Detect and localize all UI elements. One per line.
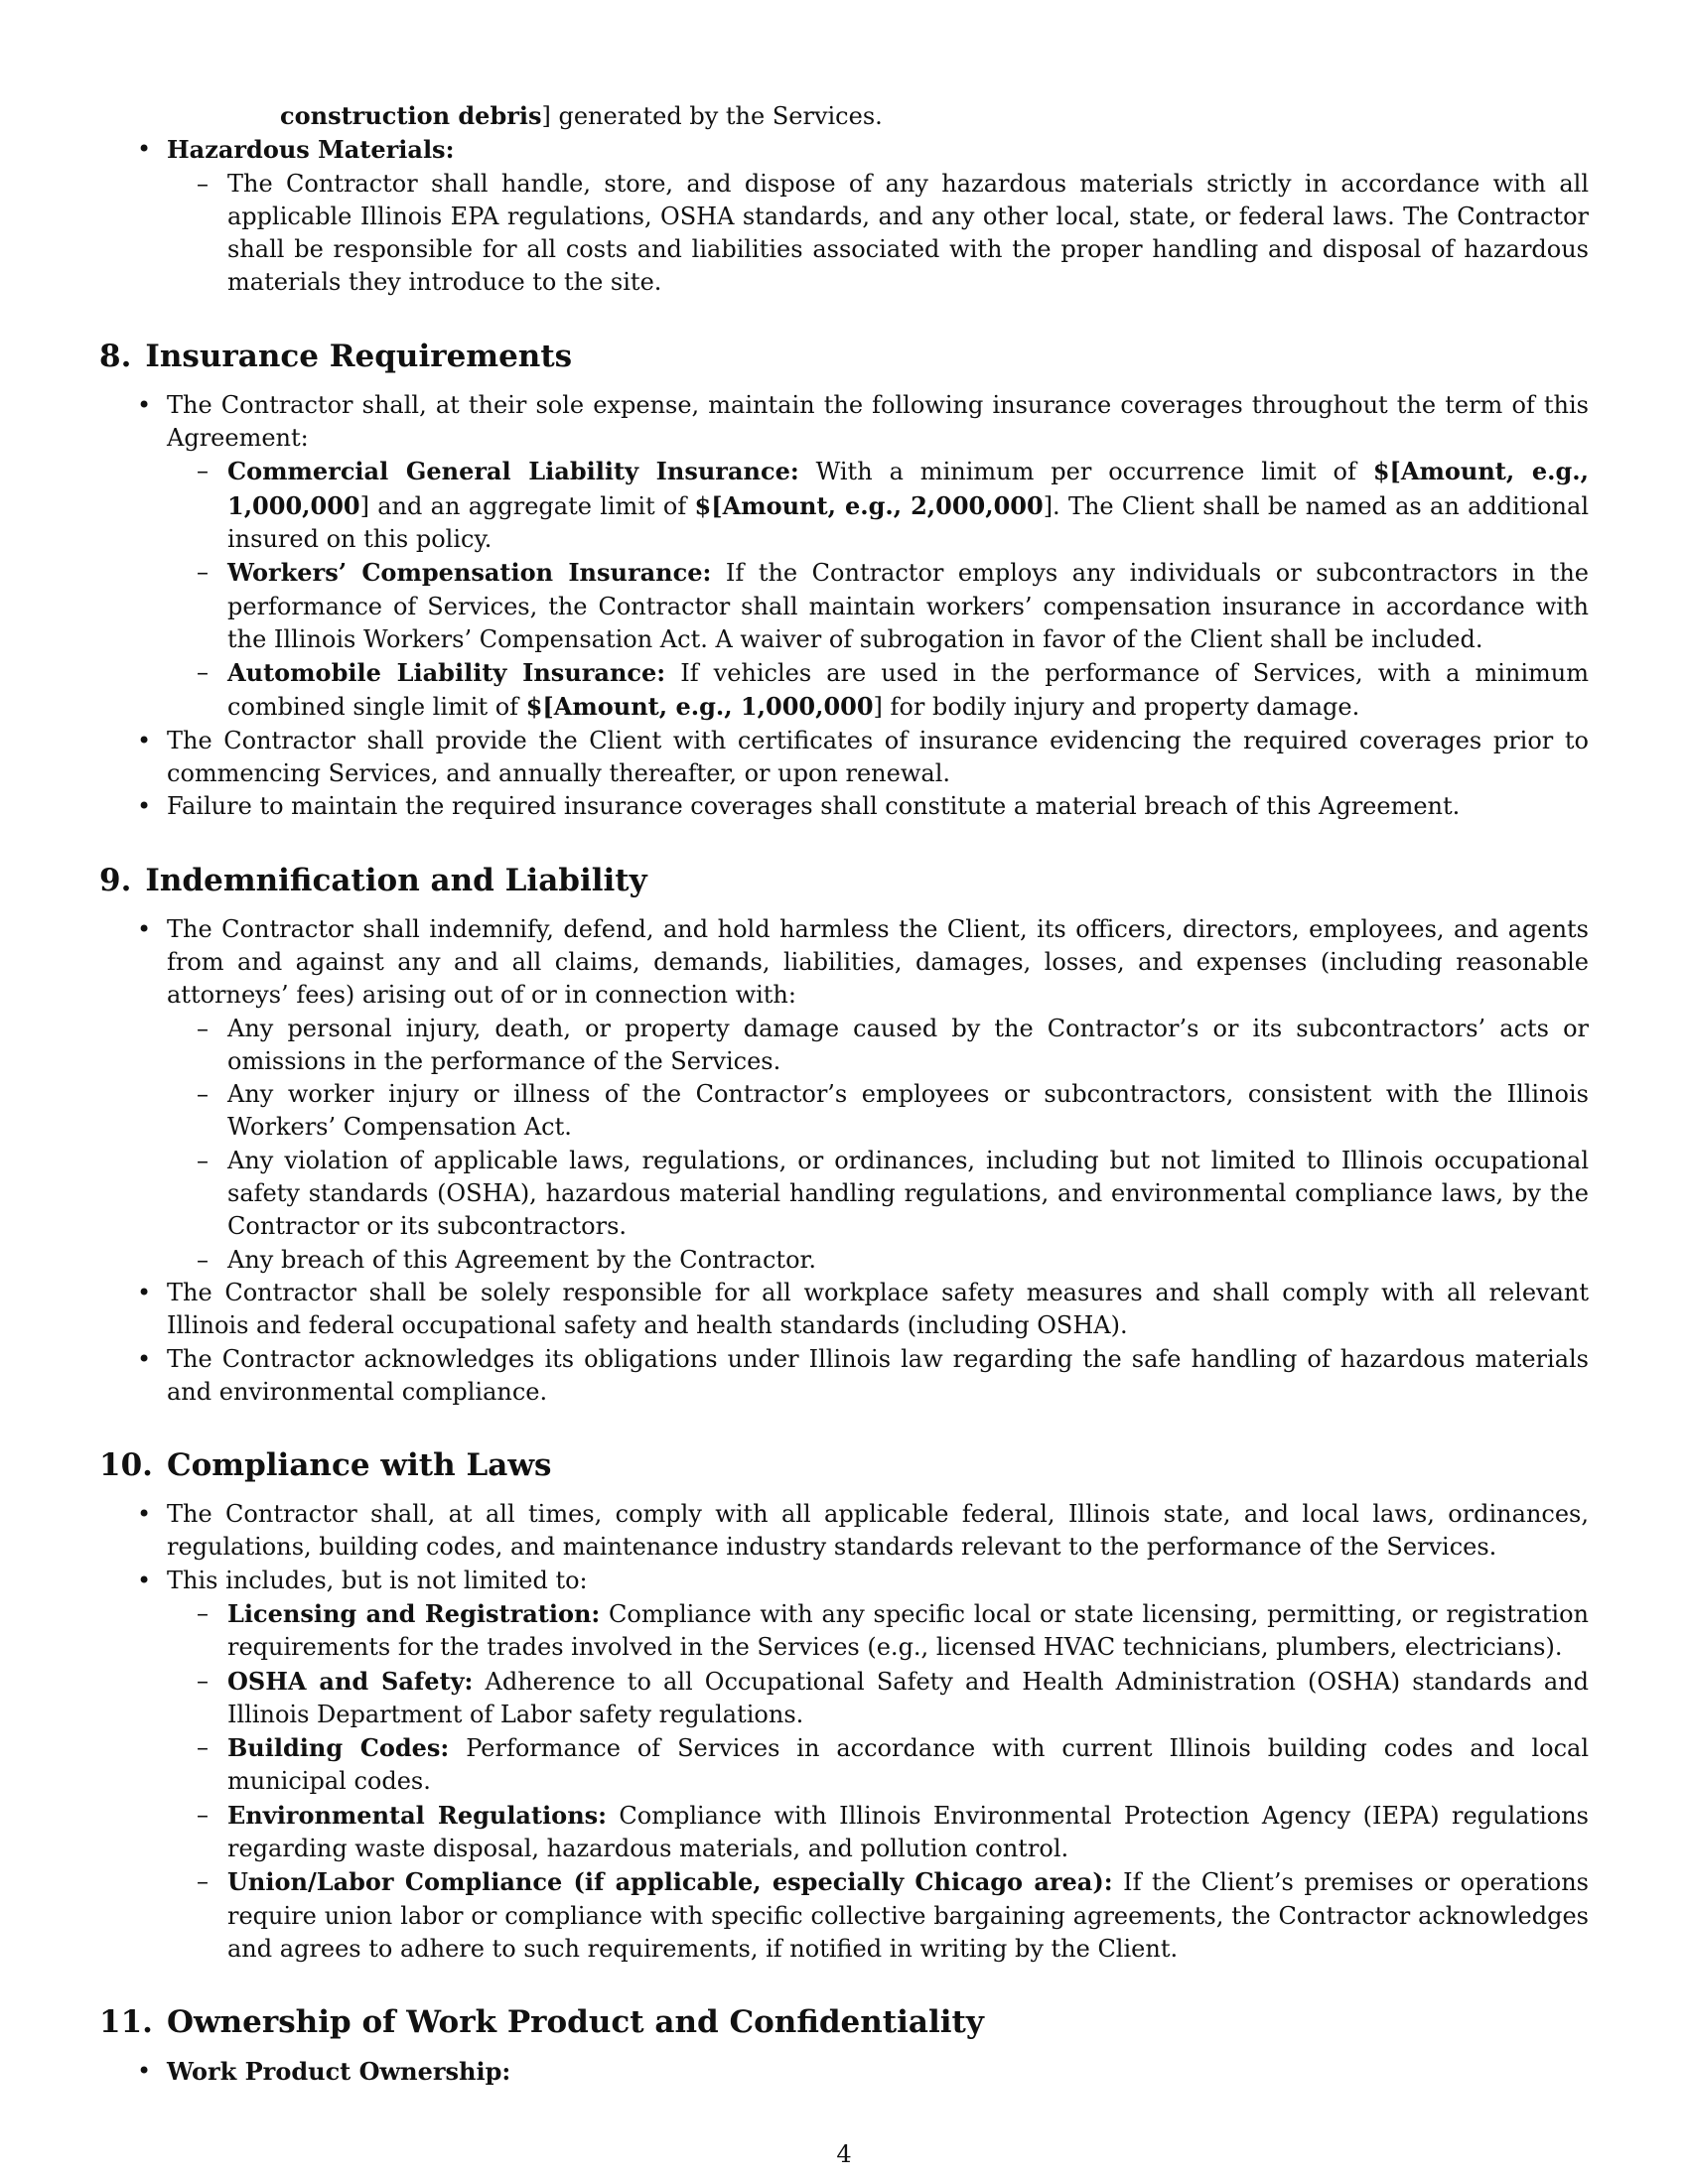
sub-item [167, 455, 1589, 556]
section-heading-10 [99, 1445, 1589, 1485]
amount-placeholder: $[Amount, e.g., 2,000,000 [694, 490, 1044, 520]
sub-item [167, 168, 1589, 300]
item-text: With a minimum per occurrence limit of [798, 458, 1373, 486]
list-item [99, 2055, 1589, 2089]
item-text: Failure to maintain the required insurance coverages shall constitute a material breach of this Agreement. [167, 792, 1461, 821]
sub-item [167, 556, 1589, 656]
compliance-sublist [167, 1597, 1589, 1966]
item-text: Any worker injury or illness of the Contractor’s employees or subcontractors, consistent with the Illinois Workers’ Compensation Act. [227, 1080, 1589, 1142]
item-text: The Contractor shall provide the Client with certificates of insurance evidencing the required coverages prior to commencing Services, and annually thereafter, or upon renewal. [167, 726, 1589, 788]
item-text: Adherence to all Occupational Safety and Health Administration (OSHA) standards and Illinois Department of Labor safety regulations. [227, 1667, 1589, 1728]
item-text: ] and an aggregate limit of [359, 491, 695, 520]
item-text: Compliance with any specific local or state licensing, permitting, or registration requirements for the trades involved in the Services (e.g., licensed HVAC technicians, plumbers, electricians). [227, 1599, 1589, 1662]
item-label: Building Codes: [227, 1733, 450, 1763]
list-item [99, 1498, 1589, 1565]
item-text: Any breach of this Agreement by the Contractor. [227, 1245, 816, 1274]
item-text: Any violation of applicable laws, regulations, or ordinances, including but not limited to Illinois occupational safety standards (OSHA), hazardous material handling regulations, and environmental compliance laws, by the Contractor or its subcontractors. [227, 1146, 1589, 1241]
item-text: The Contractor shall indemnify, defend, and hold harmless the Client, its officers, directors, employees, and agents from and against any and all claims, demands, liabilities, damages, losses, and expenses (including reasonable attorneys’ fees) arising out of or in connection with: [167, 914, 1589, 1010]
sub-item [167, 1244, 1589, 1277]
amount-placeholder: $[Amount, e.g., 1,000,000 [227, 457, 1589, 520]
sub-item [167, 656, 1589, 725]
list-item [99, 133, 1589, 299]
continued-text [99, 99, 1589, 133]
item-label: Union/Labor Compliance (if applicable, especially Chicago area): [227, 1867, 1113, 1897]
item-label: Automobile Liability Insurance: [227, 658, 666, 688]
item-label: Commercial General Liability Insurance: [227, 457, 799, 486]
item-text: ] for bodily injury and property damage. [873, 693, 1360, 722]
sub-item [167, 1013, 1589, 1079]
continued-rest: ] generated by the Services. [541, 102, 883, 130]
section-heading-11 [99, 2002, 1589, 2042]
item-label: Workers’ Compensation Insurance: [227, 558, 712, 588]
section-title: Compliance with Laws [166, 1447, 552, 1484]
section-number: 11. [99, 2004, 153, 2041]
item-text: The Contractor shall be solely responsible for all workplace safety measures and shall comply with all relevant Illinois and federal occupational safety and health standards (including OSHA). [167, 1278, 1589, 1340]
item-text: If the Client’s premises or operations require union labor or compliance with specific collective bargaining agreements, the Contractor acknowledges and agrees to adhere to such requirements, if notified in writing by the Client. [227, 1868, 1589, 1963]
list-item [99, 1565, 1589, 1967]
section-heading-8 [99, 337, 1589, 376]
amount-placeholder: $[Amount, e.g., 1,000,000 [525, 692, 874, 722]
list-item [99, 913, 1589, 1277]
section-10-list [99, 1498, 1589, 1966]
section-number: 9. [99, 862, 132, 898]
section-title: Indemnification and Liability [145, 862, 647, 898]
item-label: Environmental Regulations: [227, 1800, 608, 1830]
hazard-list [99, 133, 1589, 299]
item-text: The Contractor shall, at their sole expense, maintain the following insurance coverages throughout the term of this Agreement: [167, 390, 1589, 453]
item-text: The Contractor shall, at all times, comply with all applicable federal, Illinois state, and local laws, ordinances, regulations, building codes, and maintenance industry standards relevant to the performance of the Services. [167, 1500, 1589, 1562]
sub-item [167, 1145, 1589, 1244]
item-text: This includes, but is not limited to: [167, 1566, 588, 1594]
indemnity-sublist [167, 1013, 1589, 1277]
page-number: 4 [836, 2140, 852, 2168]
list-item [99, 1343, 1589, 1410]
list-item [99, 725, 1589, 791]
section-heading-9 [99, 861, 1589, 900]
list-item [99, 1277, 1589, 1343]
sub-item [167, 1078, 1589, 1145]
section-title: Insurance Requirements [145, 338, 573, 374]
item-text: ]. The Client shall be named as an additional insured on this policy. [227, 491, 1589, 553]
item-text: Performance of Services in accordance with current Illinois building codes and local municipal codes. [227, 1734, 1590, 1796]
item-label: OSHA and Safety: [227, 1666, 474, 1696]
page-content [99, 99, 1589, 2090]
sub-item [167, 1799, 1589, 1866]
section-9-list [99, 913, 1589, 1409]
section-number: 8. [99, 338, 132, 374]
item-text: Any personal injury, death, or property damage caused by the Contractor’s or its subcontractors’ acts or omissions in the performance of the Services. [227, 1014, 1589, 1075]
sub-item [167, 1665, 1589, 1732]
item-label: Work Product Ownership: [167, 2057, 511, 2087]
item-text: If the Contractor employs any individuals or subcontractors in the performance of Services, the Contractor shall maintain workers’ compensation insurance in accordance with the Illinois Workers’ Compensation Act. A waiver of subrogation in favor of the Client shall be included. [227, 559, 1589, 653]
sub-item [167, 1731, 1589, 1799]
sub-item [167, 1597, 1589, 1665]
sub-item [167, 1865, 1589, 1966]
item-label: Licensing and Registration: [227, 1598, 601, 1628]
insurance-sublist [167, 455, 1589, 724]
section-11-list [99, 2055, 1589, 2089]
list-item [99, 790, 1589, 823]
item-text: Compliance with Illinois Environmental Protection Agency (IEPA) regulations regarding waste disposal, hazardous materials, and pollution control. [227, 1801, 1589, 1863]
item-text: The Contractor acknowledges its obligations under Illinois law regarding the safe handling of hazardous materials and environmental compliance. [167, 1344, 1589, 1406]
hazard-sublist [167, 168, 1589, 300]
section-title: Ownership of Work Product and Confidentiality [166, 2004, 984, 2041]
section-8-list [99, 389, 1589, 824]
section-number: 10. [99, 1447, 153, 1484]
hazard-text: The Contractor shall handle, store, and dispose of any hazardous materials strictly in accordance with all applicable Illinois EPA regulations, OSHA standards, and any other local, state, or federal laws. The Contractor shall be responsible for all costs and liabilities associated with the proper handling and disposal of hazardous materials they introduce to the site. [227, 169, 1589, 297]
hazard-label: Hazardous Materials: [167, 135, 455, 165]
continued-bold: construction debris [280, 101, 542, 130]
list-item [99, 389, 1589, 725]
item-text: If vehicles are used in the performance of Services, with a minimum combined single limit of [227, 659, 1590, 722]
